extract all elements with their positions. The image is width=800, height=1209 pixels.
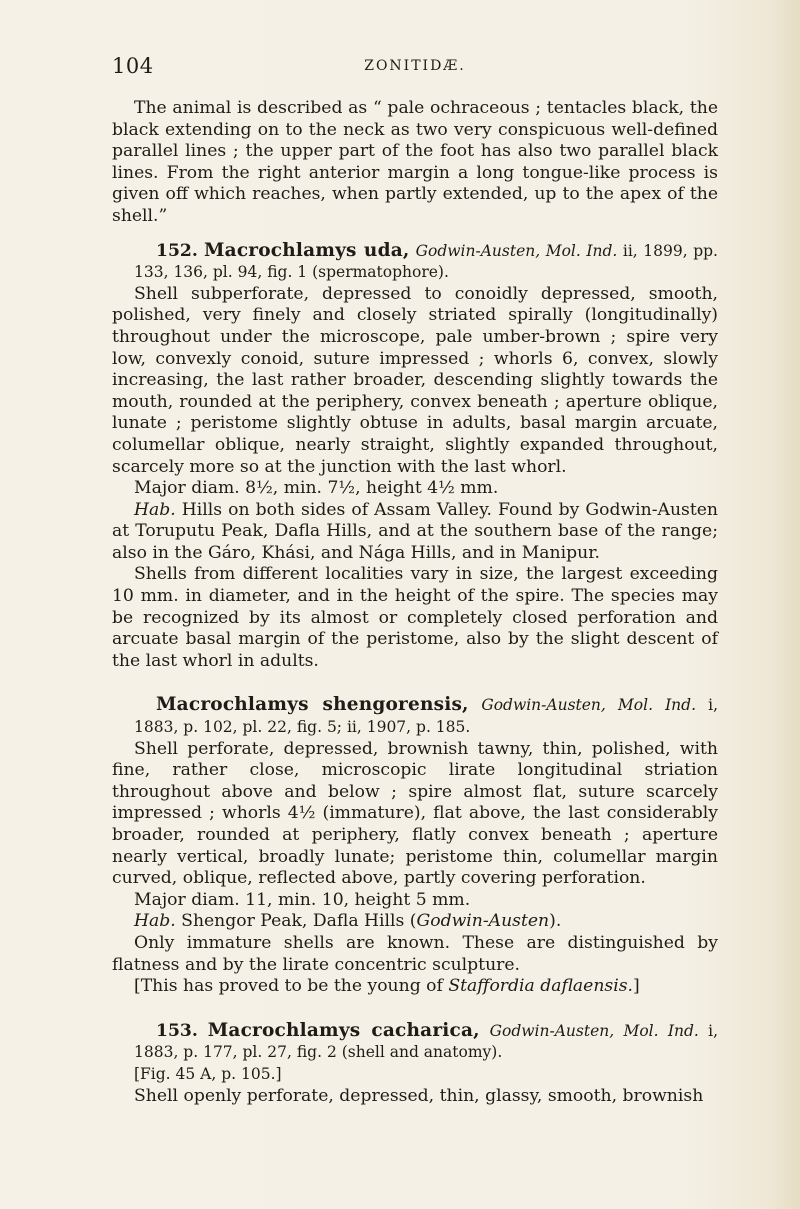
habitat-text: Shengor Peak, Dafla Hills ( xyxy=(181,911,417,932)
species-description: Shell perforate, depressed, brownish tawny, thin, polished, with fine, rather close, microscopic lirate longitudinal striation throughout above and below ; spire almost flat, suture scarcely impressed ; whorls 4½ (immature), flat above, the last considerably broader, rounded at periphery, flatly convex beneath ; aperture nearly vertical, broadly lunate; peristome thin, columellar margin curved, oblique, reflected above, partly covering perforation. xyxy=(112,738,718,889)
page-body xyxy=(112,98,718,1107)
reference-author: Godwin-Austen, Mol. Ind. xyxy=(481,696,697,715)
habitat-label: Hab. xyxy=(134,911,176,932)
habitat-label: Hab. xyxy=(134,499,176,520)
reference-details: i, 1883, p. 177, pl. 27, fig. 2 (shell and anatomy). xyxy=(134,1021,718,1062)
habitat-author: Godwin-Austen xyxy=(416,911,550,932)
species-habitat xyxy=(112,911,718,933)
intro-paragraph: The animal is described as “ pale ochraceous ; tentacles black, the black extending on to the neck as two very conspicuous well-defined parallel lines ; the upper part of the foot has also two parallel black lines. From the right anterior margin a long tongue-like process is given off which reaches, when partly extended, up to the apex of the shell.” xyxy=(112,98,718,226)
species-heading xyxy=(112,240,718,284)
reference-details: i, 1883, p. 102, pl. 22, fig. 5; ii, 1907, p. 185. xyxy=(134,696,718,737)
species-remarks: Only immature shells are known. These are distinguished by flatness and by the lirate concentric sculpture. xyxy=(112,932,718,975)
species-name: Macrochlamys cacharica, xyxy=(207,1019,480,1041)
species-measurements: Major diam. 11, min. 10, height 5 mm. xyxy=(134,889,471,910)
species-measurements: Major diam. 8½, min. 7½, height 4½ mm. xyxy=(134,478,499,499)
species-habitat xyxy=(112,500,718,565)
species-heading xyxy=(112,1020,718,1064)
page-header xyxy=(112,54,718,80)
species-number: 153. xyxy=(156,1020,198,1041)
habitat-text: Hills on both sides of Assam Valley. Found by Godwin-Austen at Toruputu Peak, Dafla Hills, and at the southern base of the range; also in the Gáro, Khási, and Nága Hills, and in Manipur. xyxy=(112,499,718,563)
reference-author: Godwin-Austen, Mol. Ind. xyxy=(489,1021,699,1040)
habitat-close: ). xyxy=(549,911,562,932)
editorial-note xyxy=(112,976,718,998)
species-number: 152. xyxy=(156,240,198,261)
species-entry-cacharica xyxy=(112,1020,718,1107)
note-species: Staffordia daflaensis. xyxy=(448,976,634,997)
reference-details: ii, 1899, pp. 133, 136, pl. 94, fig. 1 (spermatophore). xyxy=(134,241,718,282)
species-description: Shell subperforate, depressed to conoidly depressed, smooth, polished, very finely and closely striated spirally (longitudinally) throughout under the microscope, pale umber-brown ; spire very low, convexly conoid, suture impressed ; whorls 6, convex, slowly increasing, the last rather broader, descending slightly towards the mouth, rounded at the periphery, convex beneath ; aperture oblique, lunate ; peristome slightly obtuse in adults, basal margin arcuate, columellar oblique, nearly straight, slightly expanded throughout, scarcely more so at the junction with the last whorl. xyxy=(112,283,718,477)
species-name: Macrochlamys uda, xyxy=(203,239,410,261)
species-entry-shengorensis xyxy=(112,694,718,997)
note-prefix: [This has proved to be the young of xyxy=(134,976,449,997)
note-suffix: ] xyxy=(633,976,640,997)
figure-reference: [Fig. 45 A, p. 105.] xyxy=(134,1064,282,1083)
species-heading xyxy=(112,694,718,738)
species-description: Shell openly perforate, depressed, thin, glassy, smooth, brownish xyxy=(134,1085,704,1106)
species-name: Macrochlamys shengorensis, xyxy=(156,694,469,716)
running-head: ZONITIDÆ. xyxy=(364,58,466,74)
species-entry-uda xyxy=(112,240,718,673)
page-number: 104 xyxy=(112,54,154,78)
species-remarks: Shells from different localities vary in size, the largest exceeding 10 mm. in diameter, and in the height of the spire. The species may be recognized by its almost or completely closed perforation and arcuate basal margin of the peristome, also by the slight descent of the last whorl in adults. xyxy=(112,564,718,671)
reference-author: Godwin-Austen, Mol. Ind. xyxy=(415,241,618,260)
